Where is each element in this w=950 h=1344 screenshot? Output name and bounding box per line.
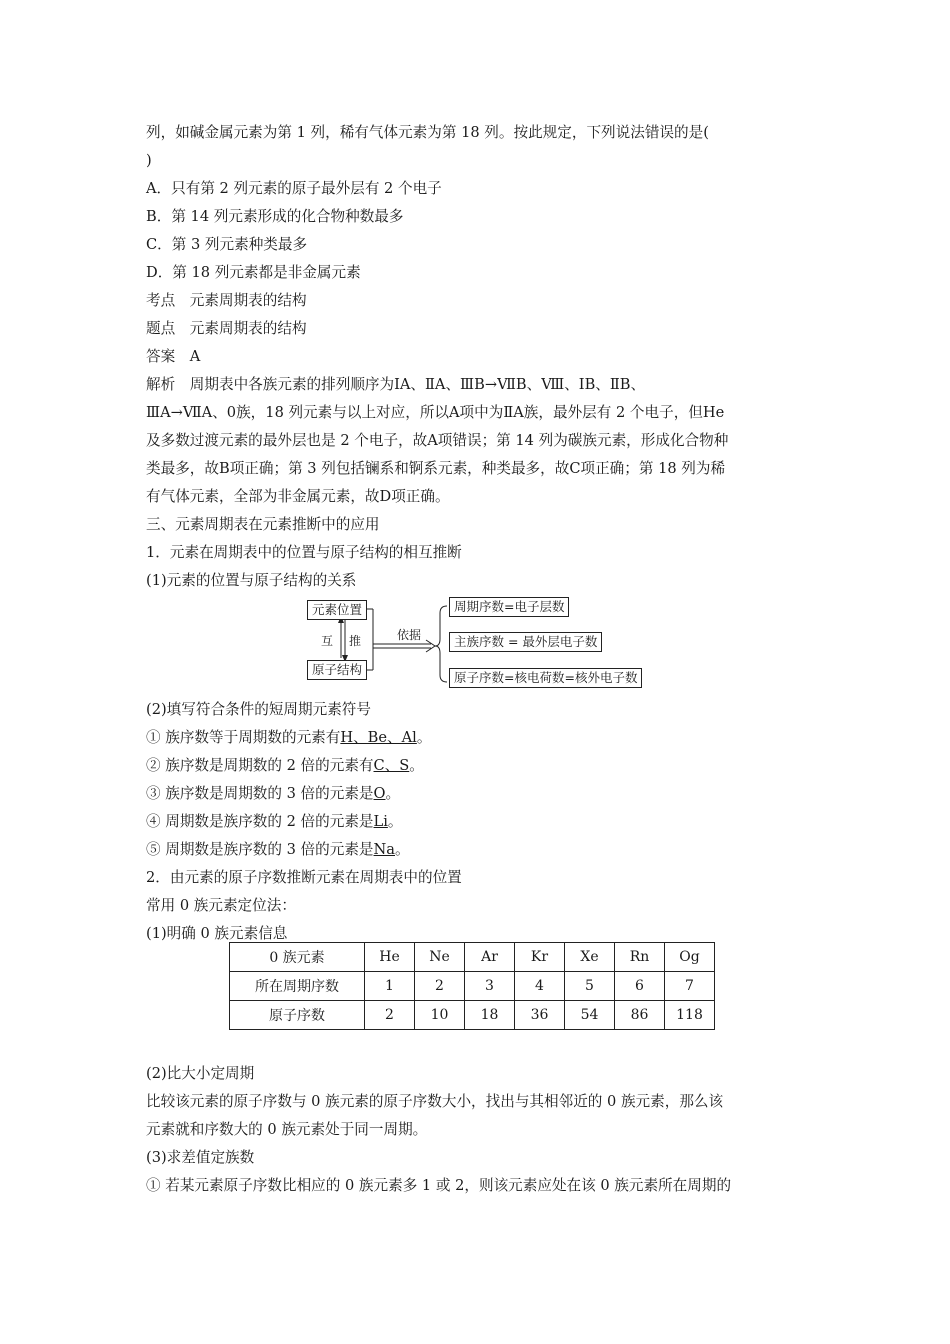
question-line-2: ) [146, 152, 152, 169]
fill-item-3-text: ③ 族序数是周期数的 3 倍的元素是 [146, 785, 374, 802]
section-3-title: 三、元素周期表在元素推断中的应用 [146, 516, 380, 533]
paragraph-2-line-1: 比较该元素的原子序数与 0 族元素的原子序数大小，找出与其相邻近的 0 族元素，那么该 [146, 1093, 724, 1110]
table-cell: 原子序数 [230, 1001, 365, 1030]
table-cell: Kr [515, 943, 565, 972]
table-cell: Rn [615, 943, 665, 972]
table-cell: Og [665, 943, 715, 972]
table-cell: 36 [515, 1001, 565, 1030]
fill-item-2-answer: C、S [373, 757, 410, 774]
table-row [230, 1001, 715, 1030]
fill-item-2 [146, 756, 424, 776]
table-cell: 86 [615, 1001, 665, 1030]
noble-gas-table [229, 942, 715, 1030]
table-cell: 所在周期序数 [230, 972, 365, 1001]
analysis-line-2: ⅢA→ⅦA、0族，18 列元素与以上对应，所以A项中为ⅡA族，最外层有 2 个电子，但He [146, 404, 725, 421]
table-cell: 54 [565, 1001, 615, 1030]
table-cell: He [365, 943, 415, 972]
tidian: 题点 元素周期表的结构 [146, 320, 307, 337]
table-cell: 5 [565, 972, 615, 1001]
box-element-position: 元素位置 [307, 600, 367, 620]
fill-item-4 [146, 812, 402, 832]
label-infer: 推 [349, 634, 362, 648]
table-cell: 1 [365, 972, 415, 1001]
fill-item-2-end: 。 [409, 757, 424, 774]
question-line-1: 列，如碱金属元素为第 1 列，稀有气体元素为第 18 列。按此规定，下列说法错误的是( [146, 124, 709, 141]
table-header-row [230, 943, 715, 972]
table-cell: 4 [515, 972, 565, 1001]
paragraph-3-line-1: ① 若某元素原子序数比相应的 0 族元素多 1 或 2，则该元素应处在该 0 族元素所在周期的 [146, 1177, 732, 1194]
fill-item-1-text: ① 族序数等于周期数的元素有 [146, 729, 341, 746]
subsection-2-2-title: (2)比大小定周期 [146, 1065, 255, 1082]
box-atomic-structure: 原子结构 [307, 660, 367, 680]
fill-item-3-end: 。 [385, 785, 401, 802]
table-cell: 2 [415, 972, 465, 1001]
table-cell: 7 [665, 972, 715, 1001]
label-basis: 依据 [397, 628, 422, 642]
relation-diagram [305, 596, 650, 688]
subsection-2-1-title: (1)明确 0 族元素信息 [146, 925, 288, 942]
subsection-2-title: 2．由元素的原子序数推断元素在周期表中的位置 [146, 869, 462, 886]
analysis-line-5: 有气体元素，全部为非金属元素，故D项正确。 [146, 488, 450, 505]
answer: 答案 A [146, 348, 201, 365]
method-line: 常用 0 族元素定位法： [146, 897, 296, 914]
table-cell: Ar [465, 943, 515, 972]
option-b: B．第 14 列元素形成的化合物种数最多 [146, 208, 404, 225]
fill-item-5-text: ⑤ 周期数是族序数的 3 倍的元素是 [146, 841, 374, 858]
label-mutual: 互 [321, 634, 334, 648]
subsection-1-1-title: (1)元素的位置与原子结构的关系 [146, 572, 357, 589]
fill-item-2-text: ② 族序数是周期数的 2 倍的元素有 [146, 757, 374, 774]
table-cell: 3 [465, 972, 515, 1001]
subsection-1-title: 1．元素在周期表中的位置与原子结构的相互推断 [146, 544, 462, 561]
option-c: C．第 3 列元素种类最多 [146, 236, 308, 253]
fill-item-5-end: 。 [395, 841, 410, 858]
option-d: D．第 18 列元素都是非金属元素 [146, 264, 361, 281]
paragraph-2-line-2: 元素就和序数大的 0 族元素处于同一周期。 [146, 1121, 428, 1138]
fill-item-5 [146, 840, 410, 860]
fill-item-3-answer: O [373, 785, 386, 802]
table-cell: Ne [415, 943, 465, 972]
table-cell: 2 [365, 1001, 415, 1030]
analysis-line-3: 及多数过渡元素的最外层也是 2 个电子，故A项错误；第 14 列为碳族元素，形成化合物种 [146, 432, 729, 449]
subsection-2-3-title: (3)求差值定族数 [146, 1149, 255, 1166]
fill-item-4-answer: Li [373, 813, 388, 830]
option-a: A．只有第 2 列元素的原子最外层有 2 个电子 [146, 180, 442, 197]
box-group-rule: 主族序数 = 最外层电子数 [449, 632, 602, 652]
fill-item-3 [146, 784, 400, 804]
analysis-line-4: 类最多，故B项正确；第 3 列包括镧系和锕系元素，种类最多，故C项正确；第 18 列为稀 [146, 460, 726, 477]
table-row [230, 972, 715, 1001]
box-atomic-number-rule: 原子序数=核电荷数=核外电子数 [449, 668, 642, 688]
table-cell: Xe [565, 943, 615, 972]
fill-item-1 [146, 728, 431, 748]
fill-item-4-text: ④ 周期数是族序数的 2 倍的元素是 [146, 813, 374, 830]
box-period-rule: 周期序数=电子层数 [449, 597, 569, 617]
kaodian: 考点 元素周期表的结构 [146, 292, 307, 309]
subsection-1-2-title: (2)填写符合条件的短周期元素符号 [146, 701, 371, 718]
table-cell: 118 [665, 1001, 715, 1030]
table-cell: 18 [465, 1001, 515, 1030]
analysis-line-1: 解析 周期表中各族元素的排列顺序为ⅠA、ⅡA、ⅢB→ⅦB、Ⅷ、ⅠB、ⅡB、 [146, 376, 646, 393]
fill-item-5-answer: Na [373, 841, 395, 858]
table-cell: 6 [615, 972, 665, 1001]
table-cell: 10 [415, 1001, 465, 1030]
fill-item-4-end: 。 [387, 813, 403, 830]
fill-item-1-answer: H、Be、Al [340, 729, 417, 746]
table-cell: 0 族元素 [230, 943, 365, 972]
fill-item-1-end: 。 [416, 729, 432, 746]
